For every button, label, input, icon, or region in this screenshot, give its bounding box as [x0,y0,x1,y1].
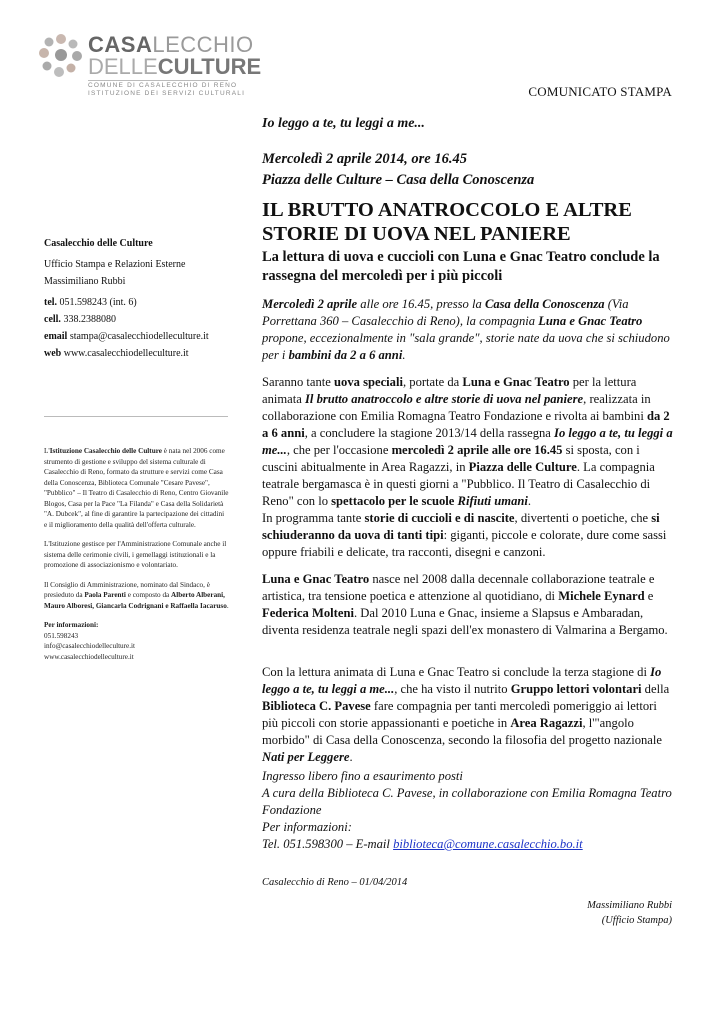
paragraph-company: Luna e Gnac Teatro nasce nel 2008 dalla decennale collaborazione teatrale e artistica, tra tensione poetica e attenzione al quotidiano, di Michele Eynard e Federica Molteni. Dal 2010 Luna e Gnac, insieme a Slapsus e Ambaradan, diventa residenza teatrale negli spazi dell'ex monastero di Valmarina a Bergamo. [262,572,668,637]
logo-title-bottom: DELLECULTURE [88,54,262,79]
contact-web[interactable]: web www.casalecchiodelleculture.it [44,348,189,359]
paragraph-event: Saranno tante uova speciali, portate da Luna e Gnac Teatro per la lettura animata Il brutto anatroccolo e altre storie di uova nel paniere, realizzata in collaborazione con Emilia Romagna Teatro Fondazione e rivolta ai bambini da 2 a 6 anni, a concludere la stagione 2013/14 della rassegna Io leggo a te, tu leggi a me..., che per l'occasione mercoledì 2 aprile alle ore 16.45 si sposta, con i cuscini abitualmente in Area Ragazzi, in Piazza delle Culture. La compagnia teatrale bergamasca è in questi giorni a "Pubblico. Il Teatro di Casalecchio di Reno" con lo spettacolo per le scuole Rifiuti umani. In programma tante storie di cuccioli e di nascite, divertenti o poetiche, che si schiuderanno da uova di tanti tipi: giganti, piccole e colorate, dure come sassi oppure friabili e delicate, tra racconti, disegni e canzoni. [262,374,676,561]
contact-person: Massimiliano Rubbi [44,276,126,287]
paragraph-program: In programma tante storie di cuccioli e di nascite, divertenti o poetiche, che si schiuderanno da uova di tanti tipi: giganti, piccole e colorate, dure come sassi oppure friabili e delicate, tra racconti, disegni e canzoni. [262,511,667,559]
contact-tel: tel. 051.598243 (int. 6) [44,297,137,308]
paragraph-intro: Mercoledì 2 aprile alle ore 16.45, presso la Casa della Conoscenza (Via Porrettana 360 – Casalecchio di Reno), la compagnia Luna e Gnac Teatro propone, eccezionalmente in "sala grande", storie nate da uova che si schiudono per i bambini da 2 a 6 anni. [262,297,670,362]
institution-contacts: Per informazioni: 051.598243 info@casalecchiodelleculture.it www.casalecchiodelleculture.it [44,620,229,662]
logo-flower-icon [38,32,84,78]
institution-info [44,446,229,662]
contact-org: Casalecchio delle Culture [44,238,153,249]
logo-rule [88,80,228,81]
closing-notes: Ingresso libero fino a esaurimento posti A cura della Biblioteca C. Pavese, in collaborazione con Emilia Romagna Teatro Fondazione Per informazioni: Tel. 051.598300 – E-mail biblioteca@comune.casalecchio.bo.it [262,769,672,851]
institution-services: L'Istituzione gestisce per l'Amministrazione Comunale anche il sistema delle cerimonie civili, i gemellaggi istituzionali e la promozione di associazionismo e volontariato. [44,540,227,569]
contact-office: Ufficio Stampa e Relazioni Esterne [44,259,186,270]
logo-title-top: CASALECCHIO [88,32,254,57]
dateline: Casalecchio di Reno – 01/04/2014 [262,877,408,888]
series-name: Io leggo a te, tu leggi a me... [262,116,425,131]
doc-type: COMUNICATO STAMPA [528,84,672,99]
contact-email[interactable]: email stampa@casalecchiodelleculture.it [44,331,209,342]
press-contact [44,235,228,362]
library-email-link[interactable]: biblioteca@comune.casalecchio.bo.it [393,837,583,851]
page-title: IL BRUTTO ANATROCCOLO E ALTRE STORIE DI UOVA NEL PANIERE [262,199,632,245]
signature: Massimiliano Rubbi (Ufficio Stampa) [587,900,672,926]
institution-description: L'Istituzione Casalecchio delle Culture è nata nel 2006 come strumento di gestione e sviluppo del sistema culturale di Casalecchio di Reno, formato da strutture e servizi come Casa della Conoscenza, Biblioteca Comunale "Cesare Pavese", "Pubblico" – Il Teatro di Casalecchio di Reno, Centro Giovanile Blogos, Casa per la Pace "La Filanda" e Casa della Solidarietà "A. Dubcek", al fine di garantire la partecipazione dei cittadini e il miglioramento della qualità dell'offerta culturale. [44,447,229,529]
institution-email[interactable]: info@casalecchiodelleculture.it [44,642,136,650]
institution-board: Il Consiglio di Amministrazione, nominato dal Sindaco, è presieduto da Paola Parenti e composto da Alberto Alberani, Mauro Alboresi, Giancarla Codrignani e Raffaella Iacaruso. [44,580,229,610]
logo-subtitle: COMUNE DI CASALECCHIO DI RENO ISTITUZIONE DEI SERVIZI CULTURALI [88,82,246,97]
paragraph-season: Con la lettura animata di Luna e Gnac Teatro si conclude la terza stagione di Io leggo a te, tu leggi a me..., che ha visto il nutrito Gruppo lettori volontari della Biblioteca C. Pavese fare compagnia per tanti mercoledì pomeriggio ai lettori più piccoli con storie appassionanti e poetiche in Area Ragazzi, l'"angolo morbido" di Casa della Conoscenza, secondo la filosofia del progetto nazionale Nati per Leggere. [262,665,670,764]
logo [38,32,262,102]
sidebar-divider [44,416,228,417]
contact-cell: cell. 338.2388080 [44,314,116,325]
page-subtitle: La lettura di uova e cuccioli con Luna e Gnac Teatro conclude la rassegna del mercoledì per i più piccoli [262,249,660,284]
institution-web[interactable]: www.casalecchiodelleculture.it [44,652,134,661]
event-when-where: Mercoledì 2 aprile 2014, ore 16.45 Piazza delle Culture – Casa della Conoscenza [262,151,535,188]
